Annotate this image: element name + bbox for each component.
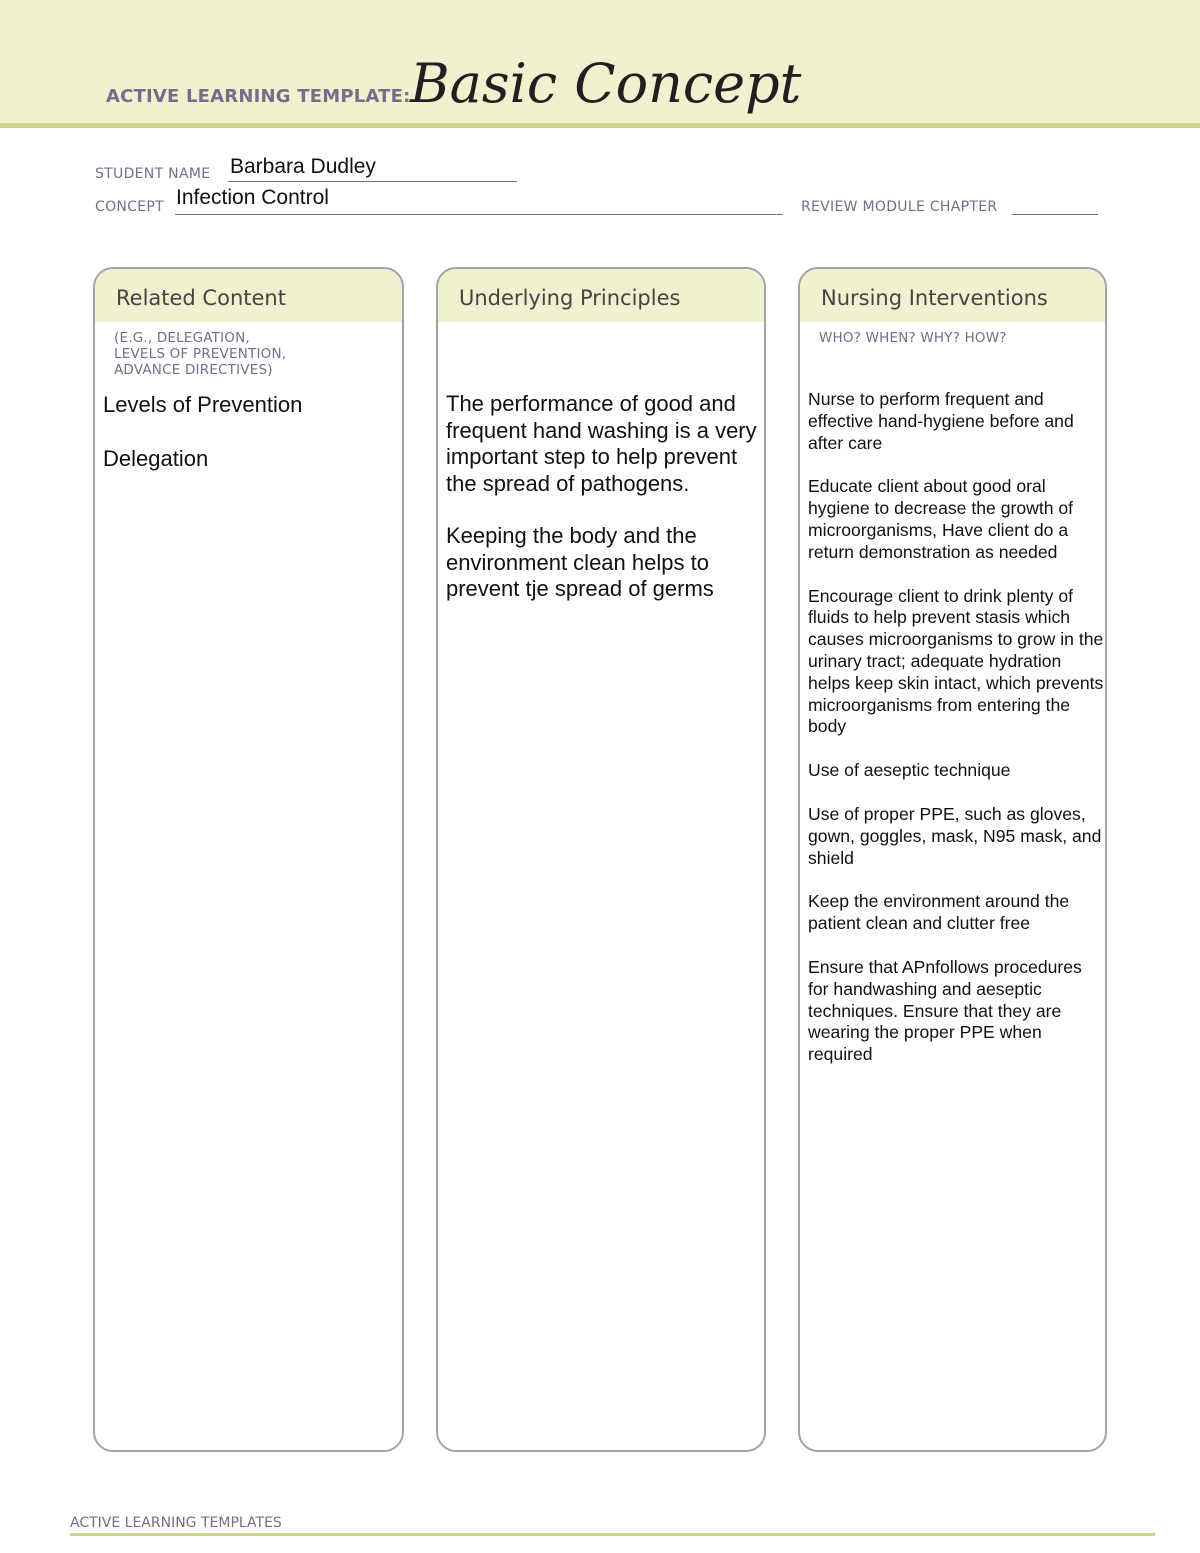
related-content-entry: Levels of Prevention xyxy=(103,392,303,417)
review-module-underline[interactable] xyxy=(1012,214,1098,215)
student-name-underline xyxy=(228,181,517,182)
principle-entry: The performance of good and frequent hand washing is a very important step to help prevent the spread of pathogens. xyxy=(446,391,757,496)
underlying-principles-title: Underlying Principles xyxy=(438,269,764,322)
hint-line: ADVANCE DIRECTIVES) xyxy=(114,362,273,378)
principle-entry: Keeping the body and the environment clean helps to prevent tje spread of germs xyxy=(446,523,714,601)
hint-line: WHO? WHEN? WHY? HOW? xyxy=(819,330,1007,346)
related-content-title: Related Content xyxy=(95,269,402,322)
hint-line: (E.G., DELEGATION, xyxy=(114,330,250,346)
intervention-entry: Nurse to perform frequent and effective hand-hygiene before and after care xyxy=(808,389,1074,453)
intervention-entry: Use of proper PPE, such as gloves, gown, goggles, mask, N95 mask, and shield xyxy=(808,803,1102,868)
footer-label: ACTIVE LEARNING TEMPLATES xyxy=(70,1515,282,1531)
intervention-entry: Educate client about good oral hygiene to decrease the growth of microorganisms, Have client do a return demonstration as needed xyxy=(808,476,1074,562)
nursing-interventions-entries[interactable] xyxy=(808,389,1104,1066)
hint-line: LEVELS OF PREVENTION, xyxy=(114,346,287,362)
related-content-panel xyxy=(93,267,404,1452)
student-name-value[interactable]: Barbara Dudley xyxy=(230,155,376,178)
footer-divider xyxy=(70,1533,1155,1536)
intervention-entry: Encourage client to drink plenty of fluids to help prevent stasis which causes microorganisms to grow in the urinary tract; adequate hydration helps keep skin intact, which prevents microorganisms from entering the body xyxy=(808,585,1104,737)
intervention-entry: Keep the environment around the patient clean and clutter free xyxy=(808,891,1070,934)
student-name-label: STUDENT NAME xyxy=(95,166,211,182)
related-content-entries[interactable] xyxy=(103,391,302,472)
concept-underline xyxy=(175,214,783,215)
underlying-principles-panel xyxy=(436,267,766,1452)
underlying-principles-entries[interactable] xyxy=(446,391,764,603)
related-content-entry: Delegation xyxy=(103,446,209,471)
intervention-entry: Use of aeseptic technique xyxy=(808,760,1011,781)
nursing-interventions-hint xyxy=(800,322,1105,346)
template-label: ACTIVE LEARNING TEMPLATE: xyxy=(106,86,411,107)
related-content-hint xyxy=(95,322,402,378)
concept-value[interactable]: Infection Control xyxy=(176,186,329,209)
nursing-interventions-title: Nursing Interventions xyxy=(800,269,1105,322)
template-title: Basic Concept xyxy=(410,52,802,115)
nursing-interventions-panel xyxy=(798,267,1107,1452)
header-divider xyxy=(0,123,1200,128)
review-module-label: REVIEW MODULE CHAPTER xyxy=(801,199,998,215)
concept-label: CONCEPT xyxy=(95,199,164,215)
intervention-entry: Ensure that APnfollows procedures for handwashing and aeseptic techniques. Ensure that they are wearing the proper PPE when required xyxy=(808,956,1082,1065)
